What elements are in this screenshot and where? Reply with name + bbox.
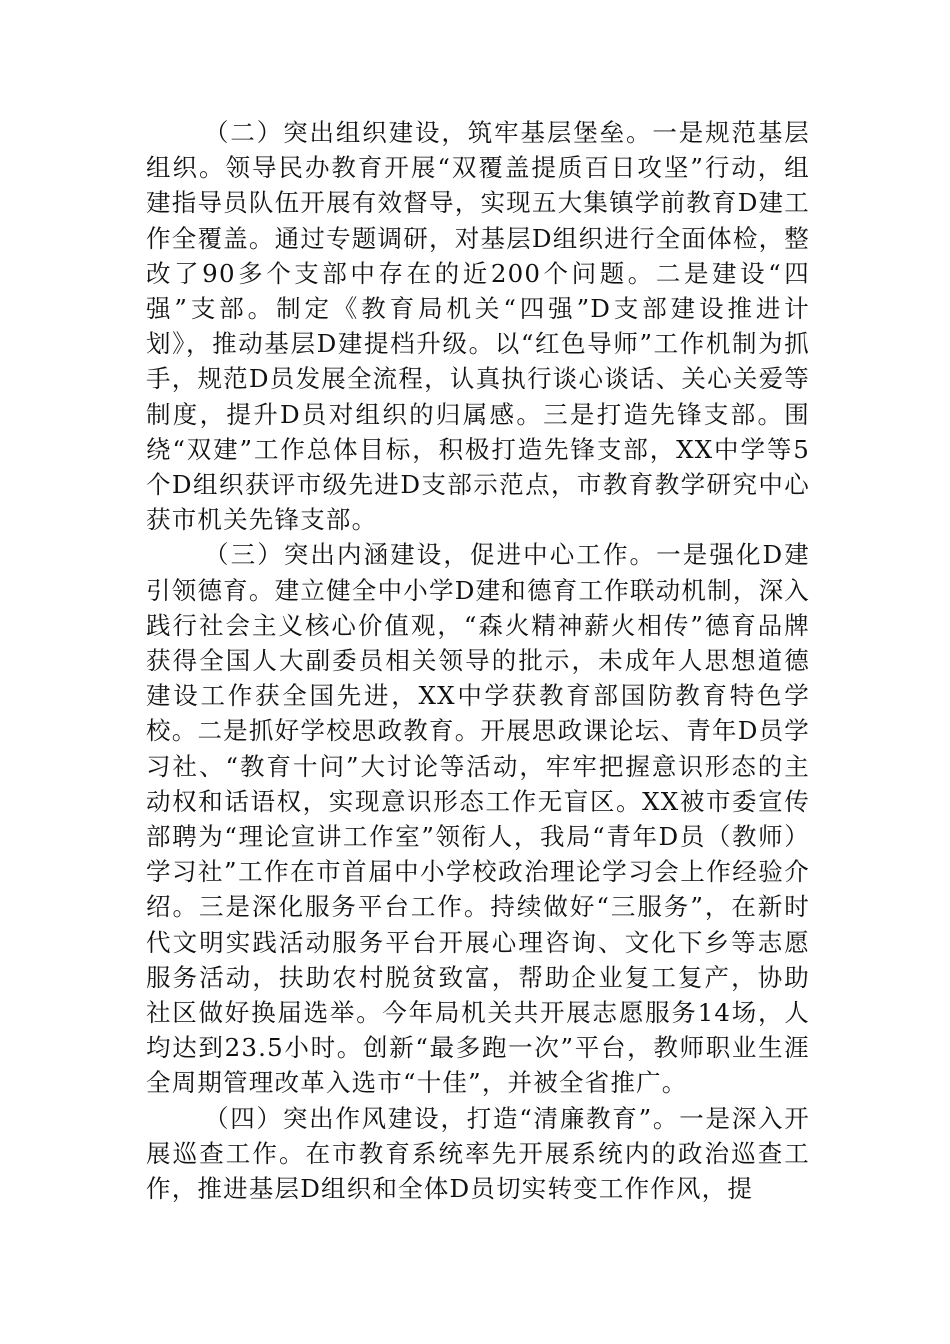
paragraph-organization-building: （二）突出组织建设，筑牢基层堡垒。一是规范基层组织。领导民办教育开展“双覆盖提质百日攻坚”行动，组建指导员队伍开展有效督导，实现五大集镇学前教育D建工作全覆盖。通过专题调研，对基层D组织进行全面体检，整改了90多个支部中存在的近200个问题。二是建设“四强”支部。制定《教育局机关“四强”D支部建设推进计划》，推动基层D建提档升级。以“红色导师”工作机制为抓手，规范D员发展全流程，认真执行谈心谈话、关心关爱等制度，提升D员对组织的归属感。三是打造先锋支部。围绕“双建”工作总体目标，积极打造先锋支部，XX中学等5个D组织获评市级先进D支部示范点，市教育教学研究中心获市机关先锋支部。	[146, 118, 810, 535]
paragraph-work-style-building: （四）突出作风建设，打造“清廉教育”。一是深入开展巡查工作。在市教育系统率先开展系统内的政治巡查工作，推进基层D组织和全体D员切实转变工作作风，提	[146, 1103, 810, 1204]
document-body	[146, 115, 810, 1206]
paragraph-connotation-building: （三）突出内涵建设，促进中心工作。一是强化D建引领德育。建立健全中小学D建和德育工作联动机制，深入践行社会主义核心价值观，“森火精神薪火相传”德育品牌获得全国人大副委员相关领导的批示，未成年人思想道德建设工作获全国先进，XX中学获教育部国防教育特色学校。二是抓好学校思政教育。开展思政课论坛、青年D员学习社、“教育十问”大讨论等活动，牢牢把握意识形态的主动权和话语权，实现意识形态工作无盲区。XX被市委宣传部聘为“理论宣讲工作室”领衔人，我局“青年D员（教师）学习社”工作在市首届中小学校政治理论学习会上作经验介绍。三是深化服务平台工作。持续做好“三服务”，在新时代文明实践活动服务平台开展心理咨询、文化下乡等志愿服务活动，扶助农村脱贫致富，帮助企业复工复产，协助社区做好换届选举。今年局机关共开展志愿服务14场，人均达到23.5小时。创新“最多跑一次”平台，教师职业生涯全周期管理改革入选市“十佳”，并被全省推广。	[146, 540, 810, 1098]
